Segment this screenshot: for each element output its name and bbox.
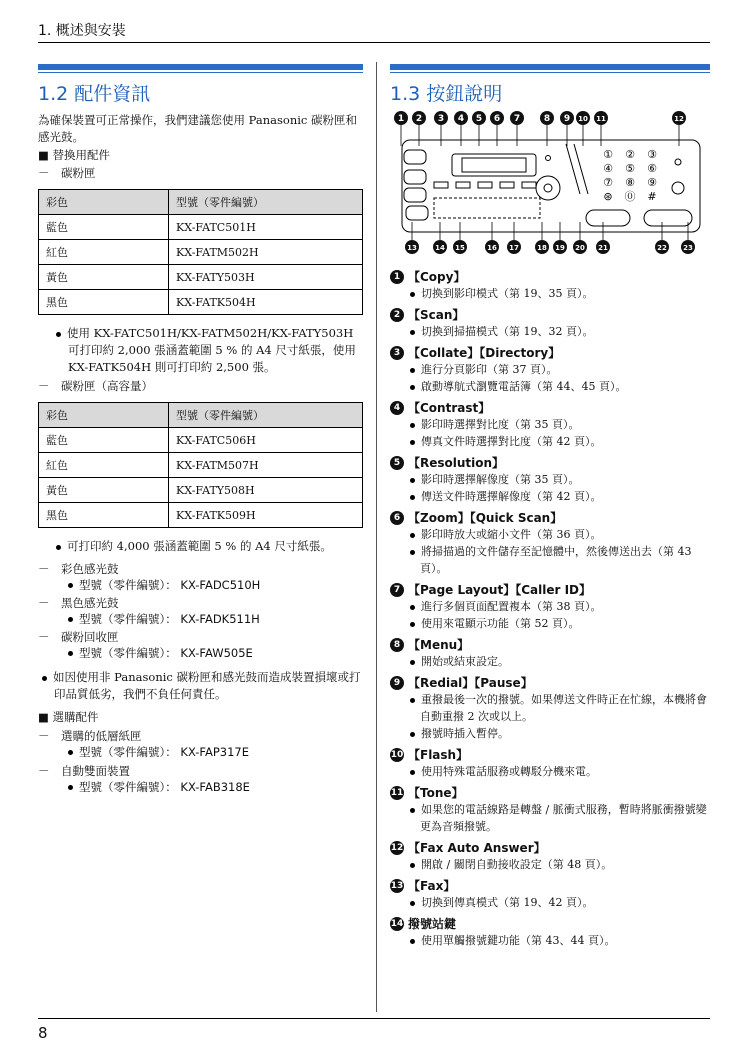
fax-auto-answer-led	[675, 159, 681, 165]
bullet-dot	[410, 808, 415, 813]
intro-text: 為確保裝置可正常操作，我們建議您使用 Panasonic 碳粉匣和感光鼓。	[38, 113, 357, 144]
item-bullet-text: 使用特殊電話服務或轉駁分機來電。	[421, 765, 597, 778]
item-bullet-text: 影印時選擇解像度（第 35 頁）。	[421, 473, 580, 486]
table-cell: KX-FATY508H	[169, 478, 363, 503]
navigator-key	[536, 176, 560, 200]
bullet-dot	[410, 863, 415, 868]
flash-key	[574, 144, 588, 194]
page-layout-key	[522, 182, 536, 188]
fax-auto-answer-key	[672, 182, 684, 194]
button-item	[390, 746, 712, 780]
diagram-number-16: 16	[487, 244, 497, 252]
keypad-key: ⑨	[647, 176, 657, 189]
table-cell: 紅色	[39, 453, 169, 478]
item-number-badge: 7	[390, 583, 404, 597]
menu-key	[546, 156, 551, 161]
bullet-dot	[410, 660, 415, 665]
bullet-dot	[68, 617, 73, 622]
drum-black-model-text: 型號（零件編號）： KX-FADK511H	[79, 612, 260, 626]
table-cell: 藍色	[39, 215, 169, 240]
diagram-top-numbers	[394, 111, 686, 125]
section-bar	[390, 64, 710, 70]
warning-text: 如因使用非 Panasonic 碳粉匣和感光鼓而造成裝置損壞或打印品質低劣，我們不負任何責任。	[53, 670, 361, 701]
waste-model-text: 型號（零件編號）： KX-FAW505E	[79, 646, 253, 660]
item-title-text: 【Scan】	[408, 308, 465, 322]
drum-black-label: － 黑色感光鼓	[38, 596, 119, 610]
item-bullet-text: 如果您的電話線路是轉盤 / 脈衝式服務，暫時將脈衝撥號變更為音頻撥號。	[420, 803, 707, 833]
keypad-key: ⑦	[603, 176, 613, 189]
button-item-title	[390, 674, 712, 691]
chapter-header: 1. 概述與安裝	[38, 23, 126, 39]
tray-label: － 選購的低層紙匣	[38, 729, 142, 743]
diagram-number-13: 13	[407, 244, 417, 252]
duplex-label: － 自動雙面裝置	[38, 764, 130, 778]
item-number-badge: 5	[390, 456, 404, 470]
diagram-number-20: 20	[575, 244, 585, 252]
button-item-title	[390, 344, 712, 361]
item-bullet-text: 重撥最後一次的撥號。如果傳送文件時正在忙線，本機將會自動重撥 2 次或以上。	[420, 693, 707, 723]
diagram-number-9: 9	[563, 114, 571, 124]
duplex-model-text: 型號（零件編號）： KX-FAB318E	[79, 780, 250, 794]
item-number-badge: 14	[390, 918, 404, 929]
keypad-key: ⊛	[603, 190, 613, 203]
tray-model-text: 型號（零件編號）： KX-FAP317E	[79, 745, 249, 759]
bullet-dot	[410, 698, 415, 703]
resolution-key	[478, 182, 492, 188]
item-bullet-text: 傳真文件時選擇對比度（第 42 頁）。	[421, 435, 602, 448]
item-bullet-text: 切換到傳真模式（第 19、42 頁）。	[421, 896, 594, 909]
button-item-title	[390, 509, 712, 526]
bullet-dot	[68, 651, 73, 656]
item-bullet	[390, 323, 712, 340]
table-cell: KX-FATM507H	[169, 453, 363, 478]
table-row	[39, 265, 363, 290]
diagram-number-21: 21	[598, 244, 608, 252]
button-item-title	[390, 399, 712, 416]
table-header-cell: 型號（零件編號）	[169, 190, 363, 215]
bullet-dot	[410, 901, 415, 906]
button-item-title	[390, 306, 712, 323]
item-bullet-text: 使用來電顯示功能（第 52 頁）。	[421, 617, 580, 630]
item-title-text: 【Fax】	[408, 879, 456, 893]
item-title-text: 【Fax Auto Answer】	[408, 841, 546, 855]
start-button	[644, 210, 692, 226]
diagram-number-4: 4	[457, 114, 465, 124]
diagram-number-14: 14	[435, 244, 445, 252]
table-row	[39, 215, 363, 240]
bullet-dot	[410, 550, 415, 555]
note-toner	[38, 325, 363, 376]
button-item-title	[390, 454, 712, 471]
diagram-number-17: 17	[509, 244, 519, 252]
bullet-dot	[410, 385, 415, 390]
table-cell: 黑色	[39, 290, 169, 315]
item-bullet	[390, 285, 712, 302]
bullet-dot	[410, 605, 415, 610]
diagram-number-11: 11	[596, 115, 606, 123]
item-title-text: 【Collate】【Directory】	[408, 346, 561, 360]
item-number-badge: 4	[390, 401, 404, 415]
item-bullet-text: 切換到掃描模式（第 19、32 頁）。	[421, 325, 594, 338]
table-row	[39, 290, 363, 315]
table-cell: KX-FATC506H	[169, 428, 363, 453]
bullet-dot	[68, 583, 73, 588]
bullet-dot	[410, 770, 415, 775]
item-number-badge: 13	[390, 880, 404, 891]
bullet-dot	[410, 440, 415, 445]
table-cell: KX-FATM502H	[169, 240, 363, 265]
section-bar-thin	[38, 72, 363, 73]
diagram-number-7: 7	[513, 114, 521, 124]
item-bullet	[390, 691, 712, 725]
item-bullet-text: 進行分頁影印（第 37 頁）。	[421, 363, 558, 376]
keypad-key: ①	[603, 148, 613, 161]
item-bullet-text: 將掃描過的文件儲存至記憶體中，然後傳送出去（第 43 頁）。	[420, 545, 692, 575]
drum-black-model	[38, 611, 363, 627]
table-row	[39, 478, 363, 503]
diagram-number-1: 1	[397, 114, 405, 124]
item-bullet	[390, 801, 712, 835]
table-cell: 藍色	[39, 428, 169, 453]
item-number-badge: 10	[390, 749, 404, 760]
optional-heading: ■ 選購配件	[38, 710, 99, 724]
item-bullet	[390, 615, 712, 632]
item-number-badge: 9	[390, 676, 404, 690]
table-cell: KX-FATC501H	[169, 215, 363, 240]
button-item	[390, 915, 712, 949]
item-bullet-text: 開啟 / 關閉自動接收設定（第 48 頁）。	[421, 858, 613, 871]
diagram-number-8: 8	[543, 114, 551, 124]
button-item-title	[390, 746, 712, 763]
bullet-dot	[410, 495, 415, 500]
item-bullet-text: 撥號時插入暫停。	[421, 727, 509, 740]
bullet-dot	[410, 533, 415, 538]
keypad-key: ⑧	[625, 176, 635, 189]
table-cell: KX-FATY503H	[169, 265, 363, 290]
item-number-badge: 11	[390, 787, 404, 798]
button-item-title	[390, 784, 712, 801]
item-title-text: 【Menu】	[408, 638, 470, 652]
item-number-badge: 8	[390, 638, 404, 652]
item-bullet	[390, 543, 712, 577]
button-item	[390, 344, 712, 395]
item-bullet	[390, 725, 712, 742]
bullet-dot	[68, 750, 73, 755]
keypad-key: ⑤	[625, 162, 635, 175]
scan-button	[404, 170, 426, 184]
table-cell: 紅色	[39, 240, 169, 265]
item-number-badge: 2	[390, 308, 404, 322]
table-header-row	[39, 190, 363, 215]
contrast-key	[456, 182, 470, 188]
item-title-text: 【Redial】【Pause】	[408, 676, 533, 690]
bullet-dot	[68, 785, 73, 790]
tray-model	[38, 744, 363, 760]
button-item	[390, 674, 712, 742]
item-number-badge: 12	[390, 842, 404, 853]
button-item	[390, 636, 712, 670]
bullet-dot	[410, 292, 415, 297]
item-number-badge: 3	[390, 346, 404, 360]
item-bullet-text: 使用單觸撥號鍵功能（第 43、44 頁）。	[421, 934, 616, 947]
drum-color-label: － 彩色感光鼓	[38, 562, 119, 576]
diagram-number-10: 10	[578, 115, 588, 123]
item-bullet	[390, 526, 712, 543]
item-bullet	[390, 416, 712, 433]
copy-button	[404, 150, 426, 164]
collate-key	[434, 182, 448, 188]
section-accessories	[38, 64, 363, 795]
item-number-badge: 6	[390, 511, 404, 525]
button-item	[390, 581, 712, 632]
table-cell: 黃色	[39, 478, 169, 503]
button-item	[390, 509, 712, 577]
button-item-title	[390, 636, 712, 653]
section-title: 1.3 按鈕說明	[390, 83, 503, 105]
diagram-number-2: 2	[415, 114, 423, 124]
table-header-cell: 型號（零件編號）	[169, 403, 363, 428]
button-item-title	[390, 915, 712, 932]
table-header-row	[39, 403, 363, 428]
item-title-text: 【Page Layout】【Caller ID】	[408, 583, 591, 597]
item-bullet-text: 啟動導航式瀏覽電話簿（第 44、45 頁）。	[421, 380, 627, 393]
keypad-key: ③	[647, 148, 657, 161]
item-bullet	[390, 598, 712, 615]
button-description-list	[390, 268, 712, 953]
zoom-key	[500, 182, 514, 188]
fax-mode-button	[404, 188, 426, 202]
button-item	[390, 399, 712, 450]
note-toner-hc-text: 可打印約 4,000 張涵蓋範圍 5 % 的 A4 尺寸紙張。	[67, 539, 332, 553]
bullet-dot	[410, 478, 415, 483]
waste-label: － 碳粉回收匣	[38, 630, 119, 644]
replacement-heading: ■ 替換用配件	[38, 148, 111, 162]
bullet-dot	[42, 676, 47, 681]
item-title-text: 【Resolution】	[408, 456, 505, 470]
button-item	[390, 454, 712, 505]
page-number: 8	[38, 1024, 48, 1042]
note-toner-text: 使用 KX-FATC501H/KX-FATM502H/KX-FATY503H 可打印約 2,000 張涵蓋範圍 5 % 的 A4 尺寸紙張，使用 KX-FATK504H 則可打印約 2,500 張。	[67, 326, 356, 374]
table-cell: KX-FATK504H	[169, 290, 363, 315]
diagram-number-22: 22	[657, 244, 667, 252]
item-bullet	[390, 653, 712, 670]
button-item	[390, 306, 712, 340]
bullet-dot	[56, 332, 61, 337]
item-title-text: 撥號站鍵	[408, 917, 457, 931]
bullet-dot	[410, 732, 415, 737]
button-item	[390, 268, 712, 302]
duplex-model	[38, 779, 363, 795]
diagram-number-23: 23	[683, 244, 693, 252]
section-bar	[38, 64, 363, 70]
toner-table	[38, 189, 363, 315]
table-header-cell: 彩色	[39, 403, 169, 428]
toner-hc-label: － 碳粉匣（高容量）	[38, 379, 153, 393]
keypad-key: ②	[625, 148, 635, 161]
header-rule	[38, 42, 710, 43]
item-bullet-text: 切換到影印模式（第 19、35 頁）。	[421, 287, 594, 300]
item-bullet	[390, 932, 712, 949]
table-row	[39, 503, 363, 528]
keypad-key: ⑥	[647, 162, 657, 175]
table-header-cell: 彩色	[39, 190, 169, 215]
button-item-title	[390, 839, 712, 856]
control-panel-diagram	[390, 110, 702, 258]
diagram-number-5: 5	[475, 114, 483, 124]
diagram-number-12: 12	[674, 115, 684, 123]
item-bullet	[390, 488, 712, 505]
item-bullet	[390, 856, 712, 873]
keypad-key: #	[647, 190, 657, 203]
toner-hc-table	[38, 402, 363, 528]
diagram-number-6: 6	[493, 114, 501, 124]
button-item-title	[390, 877, 712, 894]
item-bullet	[390, 894, 712, 911]
navigator-center	[544, 184, 552, 192]
button-item-title	[390, 268, 712, 285]
table-cell: 黑色	[39, 503, 169, 528]
note-toner-hc	[38, 538, 363, 555]
bullet-dot	[410, 622, 415, 627]
item-bullet-text: 影印時放大或縮小文件（第 36 頁）。	[421, 528, 602, 541]
item-title-text: 【Contrast】	[408, 401, 491, 415]
item-bullet-text: 影印時選擇對比度（第 35 頁）。	[421, 418, 580, 431]
section-title: 1.2 配件資訊	[38, 83, 151, 105]
item-title-text: 【Tone】	[408, 786, 464, 800]
section-bar-thin	[390, 72, 710, 73]
item-bullet-text: 傳送文件時選擇解像度（第 42 頁）。	[421, 490, 602, 503]
keypad-key: ⓪	[624, 190, 636, 203]
item-bullet	[390, 763, 712, 780]
column-divider	[376, 62, 377, 1012]
button-item-title	[390, 581, 712, 598]
drum-color-model-text: 型號（零件編號）： KX-FADC510H	[79, 578, 261, 592]
button-item	[390, 839, 712, 873]
diagram-number-3: 3	[437, 114, 445, 124]
toner-label: － 碳粉匣	[38, 166, 96, 180]
bullet-dot	[410, 368, 415, 373]
keypad-key: ④	[603, 162, 613, 175]
table-cell: KX-FATK509H	[169, 503, 363, 528]
fax-auto-left	[406, 206, 428, 220]
section-buttons	[390, 64, 710, 106]
item-bullet-text: 進行多個頁面配置複本（第 38 頁）。	[421, 600, 602, 613]
item-title-text: 【Copy】	[408, 270, 466, 284]
bullet-dot	[410, 423, 415, 428]
item-bullet	[390, 361, 712, 378]
drum-color-model	[38, 577, 363, 593]
footer-rule	[38, 1018, 710, 1019]
waste-model	[38, 645, 363, 661]
redial-key	[566, 144, 580, 194]
item-bullet	[390, 378, 712, 395]
diagram-number-19: 19	[555, 244, 565, 252]
station-keys-area	[434, 198, 540, 218]
table-row	[39, 240, 363, 265]
bullet-dot	[410, 330, 415, 335]
item-number-badge: 1	[390, 270, 404, 284]
item-bullet	[390, 433, 712, 450]
bullet-dot	[410, 939, 415, 944]
table-cell: 黃色	[39, 265, 169, 290]
button-item	[390, 784, 712, 835]
item-title-text: 【Zoom】【Quick Scan】	[408, 511, 563, 525]
bullet-dot	[56, 545, 61, 550]
dial-keypad	[603, 148, 657, 203]
item-bullet	[390, 471, 712, 488]
lcd-display	[452, 154, 536, 176]
diagram-bottom-numbers	[405, 240, 695, 254]
diagram-number-18: 18	[537, 244, 547, 252]
stop-button	[586, 210, 630, 226]
diagram-number-15: 15	[455, 244, 465, 252]
lcd-inner	[462, 158, 526, 172]
item-title-text: 【Flash】	[408, 748, 469, 762]
warning-note	[38, 669, 363, 703]
item-bullet-text: 開始或結束設定。	[421, 655, 509, 668]
table-row	[39, 428, 363, 453]
button-item	[390, 877, 712, 911]
table-row	[39, 453, 363, 478]
